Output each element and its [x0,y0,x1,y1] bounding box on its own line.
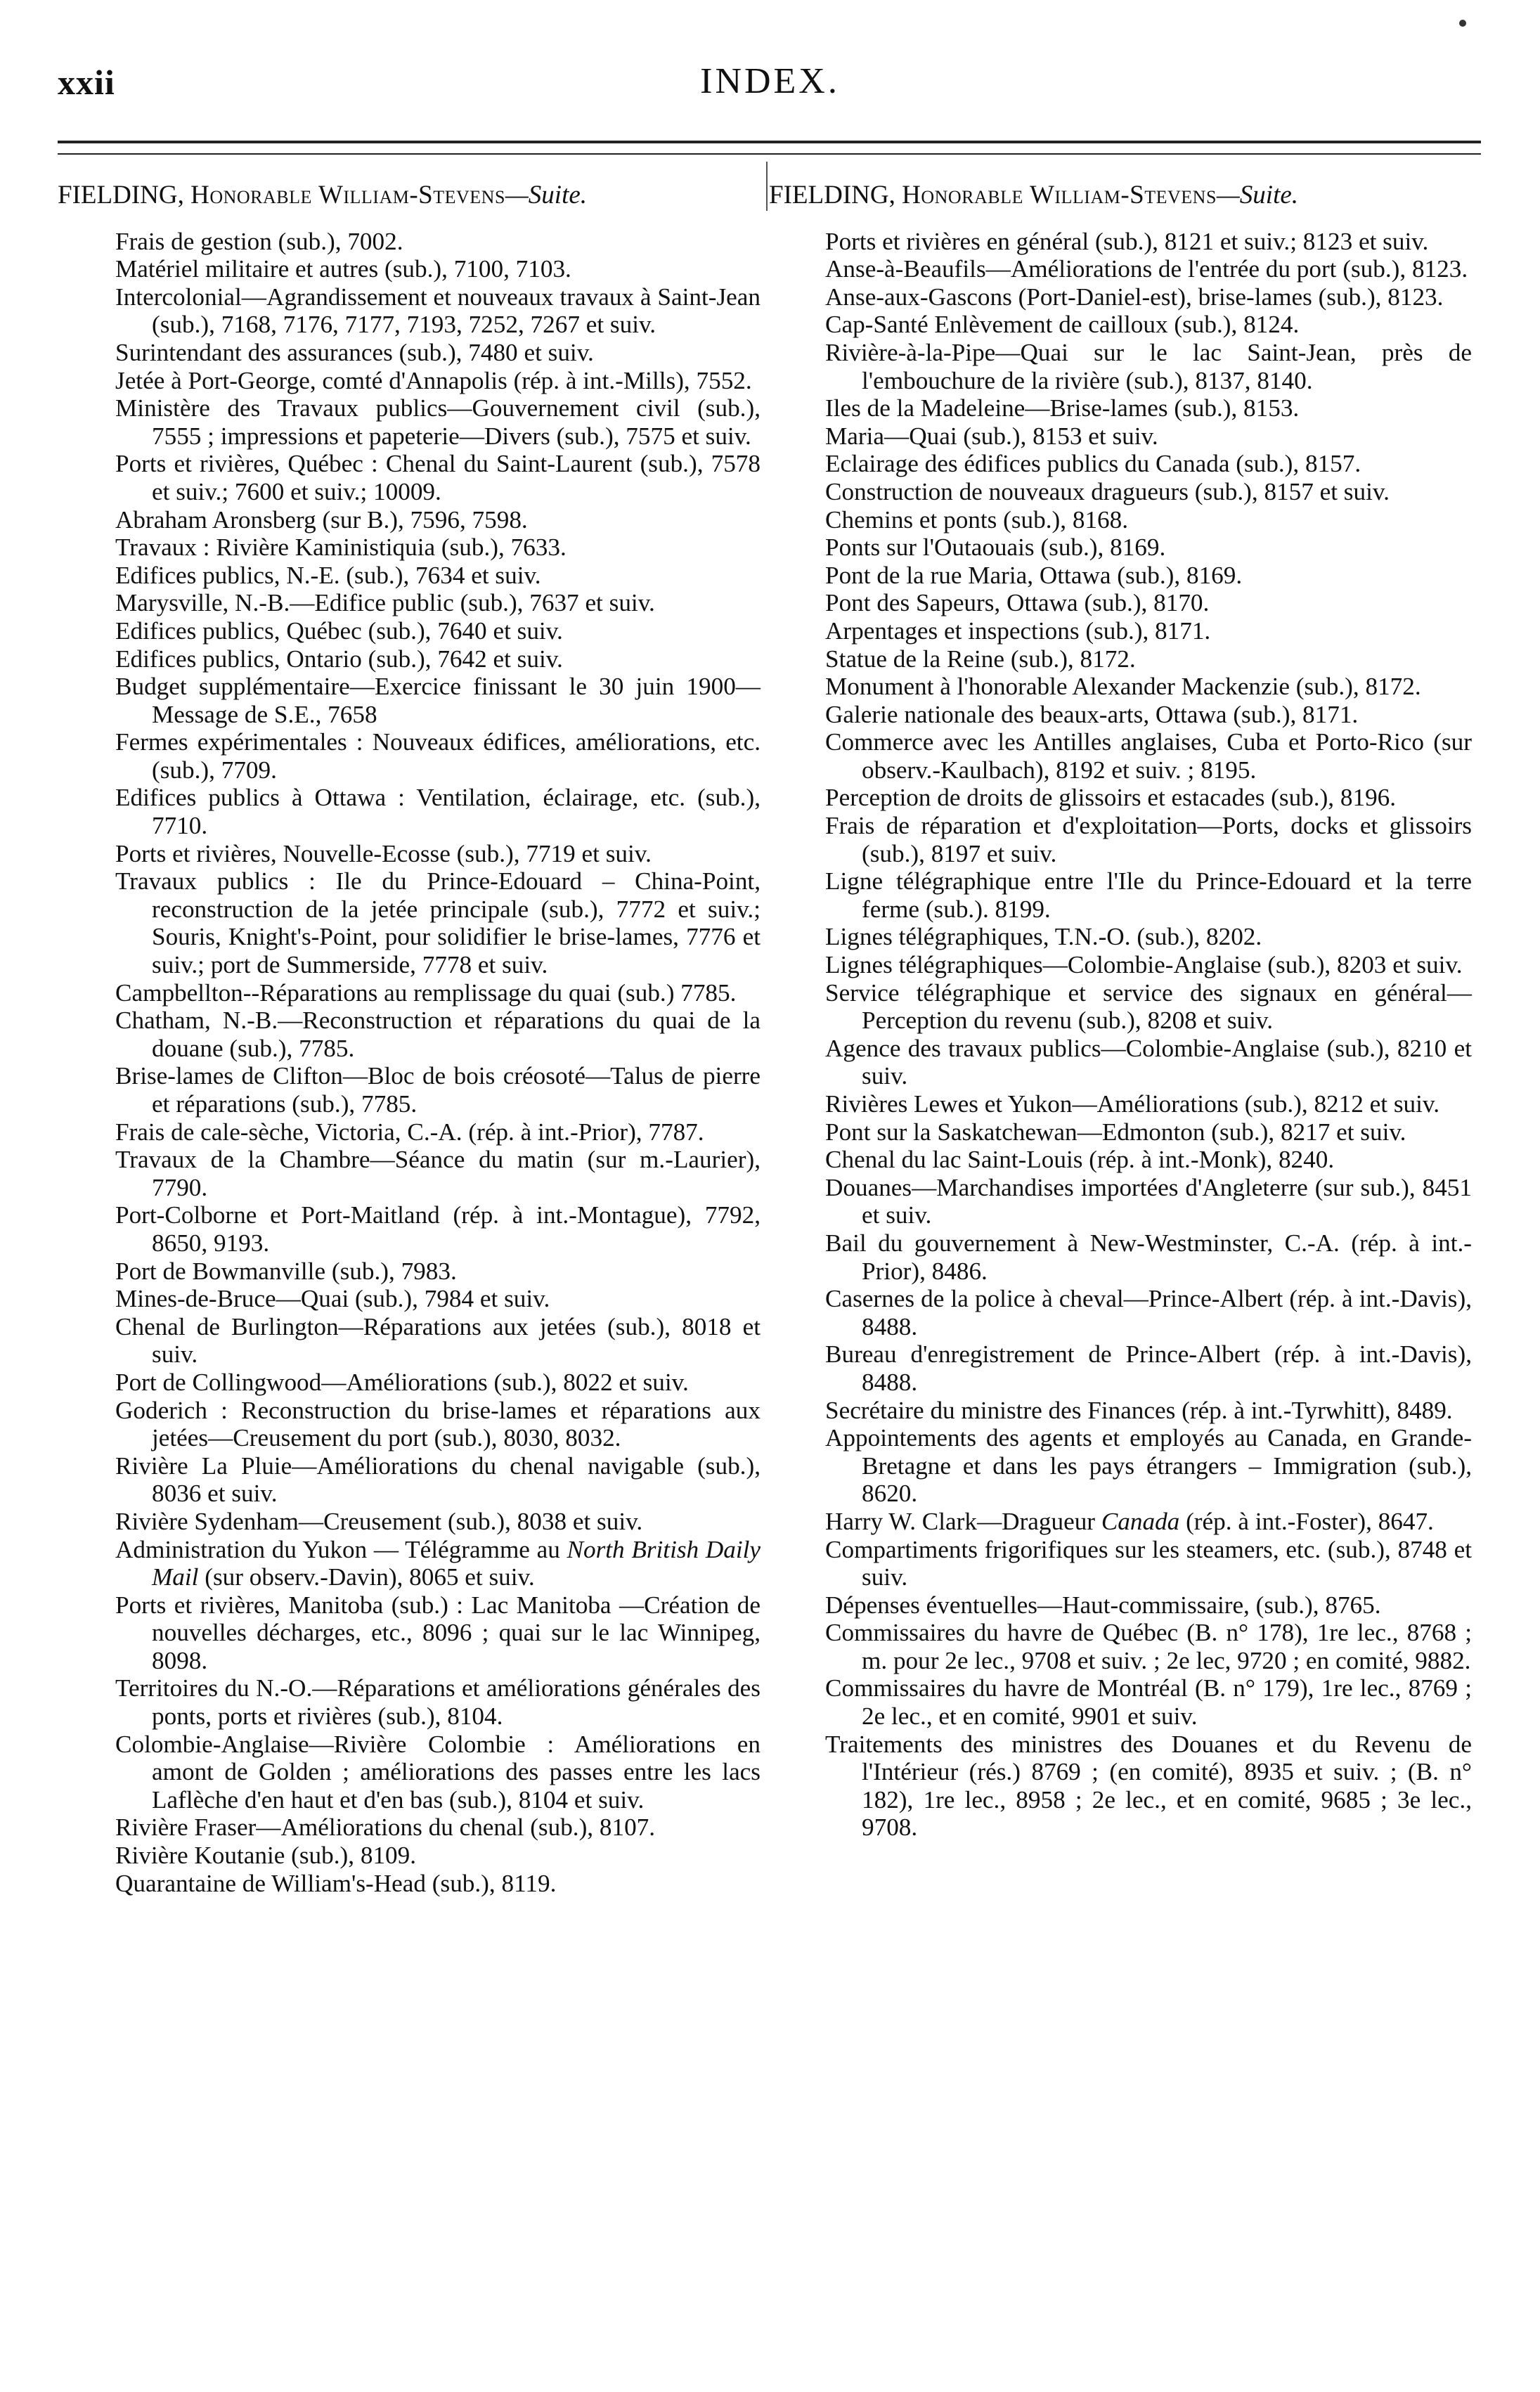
index-entry: Ligne télégraphique entre l'Ile du Prince-Edouard et la terre ferme (sub.). 8199. [825,867,1472,923]
heading-name: FIELDING, [58,181,184,209]
page-number: xxii [58,63,115,102]
heading-name: FIELDING, [769,181,895,209]
index-entry: Chatham, N.-B.—Reconstruction et réparations du quai de la douane (sub.), 7785. [115,1007,761,1062]
index-entry: Bail du gouvernement à New-Westminster, C.-A. (rép. à int.-Prior), 8486. [825,1229,1472,1285]
index-entry: Perception de droits de glissoirs et estacades (sub.), 8196. [825,784,1397,812]
right-entry-list [769,228,1472,1842]
index-entry: Chemins et ponts (sub.), 8168. [825,505,1129,534]
index-entry: Construction de nouveaux dragueurs (sub.), 8157 et suiv. [825,477,1390,505]
index-entry: Harry W. Clark—Dragueur Canada (rép. à int.-Foster), 8647. [825,1507,1434,1535]
right-column-heading [769,181,1472,209]
index-entry: Commerce avec les Antilles anglaises, Cuba et Porto-Rico (sur observ.-Kaulbach), 8192 et suiv. ; 8195. [825,728,1472,784]
print-speck [1459,20,1466,27]
index-entry: Travaux publics : Ile du Prince-Edouard – China-Point, reconstruction de la jetée principale (sub.), 7772 et suiv.; Souris, Knight's-Point, pour solidifier le brise-lames, 7776 et suiv.; port de Summerside, 7778 et suiv. [115,867,761,979]
page-title: INDEX. [700,61,840,101]
index-entry: Ports et rivières en général (sub.), 8121 et suiv.; 8123 et suiv. [825,227,1429,255]
index-entry: Surintendant des assurances (sub.), 7480 et suiv. [115,338,594,366]
index-entry: Matériel militaire et autres (sub.), 7100, 7103. [115,255,571,283]
index-entry: Mines-de-Bruce—Quai (sub.), 7984 et suiv. [115,1285,550,1313]
index-entry: Rivière Fraser—Améliorations du chenal (sub.), 8107. [115,1814,656,1842]
index-entry: Travaux : Rivière Kaministiquia (sub.), 7633. [115,534,567,562]
heading-title: Honorable William-Stevens [190,181,505,209]
header-rule-thin [58,153,1481,155]
index-entry: Ponts sur l'Outaouais (sub.), 8169. [825,534,1166,562]
index-entry: Ministère des Travaux publics—Gouvernement civil (sub.), 7555 ; impressions et papeterie—Divers (sub.), 7575 et suiv. [115,394,761,450]
index-entry: Douanes—Marchandises importées d'Angleterre (sur sub.), 8451 et suiv. [825,1173,1472,1229]
index-entry: Port de Bowmanville (sub.), 7983. [115,1257,457,1285]
index-entry: Ports et rivières, Nouvelle-Ecosse (sub.), 7719 et suiv. [115,839,652,867]
index-entry: Rivière La Pluie—Améliorations du chenal navigable (sub.), 8036 et suiv. [115,1452,761,1508]
index-entry: Galerie nationale des beaux-arts, Ottawa (sub.), 8171. [825,700,1359,728]
index-entry: Edifices publics à Ottawa : Ventilation, éclairage, etc. (sub.), 7710. [115,784,761,840]
index-entry: Goderich : Reconstruction du brise-lames et réparations aux jetées—Creusement du port (sub.), 8030, 8032. [115,1396,761,1452]
index-entry: Port de Collingwood—Améliorations (sub.), 8022 et suiv. [115,1368,689,1396]
index-entry: Eclairage des édifices publics du Canada (sub.), 8157. [825,450,1361,478]
index-entry: Casernes de la police à cheval—Prince-Albert (rép. à int.-Davis), 8488. [825,1285,1472,1340]
index-entry: Budget supplémentaire—Exercice finissant le 30 juin 1900—Message de S.E., 7658 [115,673,761,728]
index-entry: Quarantaine de William's-Head (sub.), 8119. [115,1869,557,1897]
index-entry: Statue de la Reine (sub.), 8172. [825,645,1136,673]
index-entry: Anse-aux-Gascons (Port-Daniel-est), brise-lames (sub.), 8123. [825,283,1444,311]
left-column-heading [58,181,761,209]
left-column [58,181,761,1897]
index-entry: Jetée à Port-George, comté d'Annapolis (rép. à int.-Mills), 7552. [115,366,752,394]
index-entry: Cap-Santé Enlèvement de cailloux (sub.), 8124. [825,311,1300,339]
index-entry: Pont sur la Saskatchewan—Edmonton (sub.), 8217 et suiv. [825,1118,1406,1146]
index-entry: Appointements des agents et employés au Canada, en Grande-Bretagne et dans les pays étrangers – Immigration (sub.), 8620. [825,1424,1472,1508]
index-entry: Edifices publics, Québec (sub.), 7640 et suiv. [115,616,563,645]
index-entry: Frais de réparation et d'exploitation—Ports, docks et glissoirs (sub.), 8197 et suiv. [825,812,1472,867]
header-rule-thick [58,141,1481,143]
index-entry: Marysville, N.-B.—Edifice public (sub.), 7637 et suiv. [115,589,655,617]
index-entry: Anse-à-Beaufils—Améliorations de l'entrée du port (sub.), 8123. [825,255,1468,283]
index-entry: Bureau d'enregistrement de Prince-Albert (rép. à int.-Davis), 8488. [825,1340,1472,1396]
index-entry: Dépenses éventuelles—Haut-commissaire, (sub.), 8765. [825,1591,1381,1619]
index-entry: Iles de la Madeleine—Brise-lames (sub.), 8153. [825,394,1300,422]
index-entry: Maria—Quai (sub.), 8153 et suiv. [825,422,1158,450]
index-entry: Chenal du lac Saint-Louis (rép. à int.-Monk), 8240. [825,1146,1335,1174]
index-entry: Ports et rivières, Manitoba (sub.) : Lac Manitoba —Création de nouvelles décharges, etc., 8096 ; quai sur le lac Winnipeg, 8098. [115,1591,761,1674]
index-entry: Travaux de la Chambre—Séance du matin (sur m.-Laurier), 7790. [115,1146,761,1201]
index-entry: Port-Colborne et Port-Maitland (rép. à int.-Montague), 7792, 8650, 9193. [115,1201,761,1257]
index-entry: Territoires du N.-O.—Réparations et améliorations générales des ponts, ports et rivières (sub.), 8104. [115,1674,761,1731]
index-entry: Frais de gestion (sub.), 7002. [115,227,403,255]
column-separator [766,162,768,211]
index-entry: Intercolonial—Agrandissement et nouveaux travaux à Saint-Jean (sub.), 7168, 7176, 7177, 7193, 7252, 7267 et suiv. [115,283,761,339]
heading-title: Honorable William-Stevens [902,181,1217,209]
index-entry: Lignes télégraphiques, T.N.-O. (sub.), 8202. [825,923,1262,951]
index-entry: Monument à l'honorable Alexander Mackenzie (sub.), 8172. [825,673,1421,701]
index-entry: Arpentages et inspections (sub.), 8171. [825,616,1211,645]
index-entry: Commissaires du havre de Québec (B. n° 178), 1re lec., 8768 ; m. pour 2e lec., 9708 et suiv. ; 2e lec, 9720 ; en comité, 9882. [825,1619,1472,1674]
index-entry: Compartiments frigorifiques sur les steamers, etc. (sub.), 8748 et suiv. [825,1535,1472,1591]
index-entry: Agence des travaux publics—Colombie-Anglaise (sub.), 8210 et suiv. [825,1034,1472,1090]
index-entry: Abraham Aronsberg (sur B.), 7596, 7598. [115,505,528,534]
index-entry: Chenal de Burlington—Réparations aux jetées (sub.), 8018 et suiv. [115,1312,761,1369]
heading-suite: —Suite. [505,181,588,209]
index-entry: Rivière-à-la-Pipe—Quai sur le lac Saint-Jean, près de l'embouchure de la rivière (sub.), 8137, 8140. [825,338,1472,394]
index-entry: Ports et rivières, Québec : Chenal du Saint-Laurent (sub.), 7578 et suiv.; 7600 et suiv.; 10009. [115,450,761,505]
index-entry: Administration du Yukon — Télégramme au North British Daily Mail (sur observ.-Davin), 8065 et suiv. [115,1535,761,1591]
index-entry: Lignes télégraphiques—Colombie-Anglaise (sub.), 8203 et suiv. [825,951,1463,979]
index-entry: Secrétaire du ministre des Finances (rép. à int.-Tyrwhitt), 8489. [825,1396,1453,1424]
index-entry: Frais de cale-sèche, Victoria, C.-A. (rép. à int.-Prior), 7787. [115,1118,704,1146]
heading-suite: —Suite. [1216,181,1299,209]
index-entry: Rivière Koutanie (sub.), 8109. [115,1842,417,1870]
index-entry: Edifices publics, Ontario (sub.), 7642 et suiv. [115,645,563,673]
index-entry: Service télégraphique et service des signaux en général—Perception du revenu (sub.), 8208 et suiv. [825,978,1472,1035]
left-entry-list [58,228,761,1898]
index-entry: Pont de la rue Maria, Ottawa (sub.), 8169. [825,561,1243,589]
index-entry: Rivière Sydenham—Creusement (sub.), 8038 et suiv. [115,1507,643,1535]
index-entry: Fermes expérimentales : Nouveaux édifices, améliorations, etc. (sub.), 7709. [115,728,761,784]
index-entry: Rivières Lewes et Yukon—Améliorations (sub.), 8212 et suiv. [825,1090,1439,1118]
index-entry: Pont des Sapeurs, Ottawa (sub.), 8170. [825,589,1210,617]
right-column [769,181,1472,1842]
index-entry: Colombie-Anglaise—Rivière Colombie : Améliorations en amont de Golden ; améliorations des passes entre les lacs Laflèche d'en haut et d'en bas (sub.), 8104 et suiv. [115,1730,761,1814]
index-entry: Brise-lames de Clifton—Bloc de bois créosoté—Talus de pierre et réparations (sub.), 7785. [115,1062,761,1118]
index-entry: Campbellton--Réparations au remplissage du quai (sub.) 7785. [115,978,737,1007]
index-entry: Edifices publics, N.-E. (sub.), 7634 et suiv. [115,561,541,589]
index-entry: Commissaires du havre de Montréal (B. n° 179), 1re lec., 8769 ; 2e lec., et en comité, 9901 et suiv. [825,1674,1472,1731]
index-entry: Traitements des ministres des Douanes et du Revenu de l'Intérieur (rés.) 8769 ; (en comité), 8935 et suiv. ; (B. n° 182), 1re lec., 8958 ; 2e lec., et en comité, 9685 ; 3e lec., 9708. [825,1730,1472,1842]
